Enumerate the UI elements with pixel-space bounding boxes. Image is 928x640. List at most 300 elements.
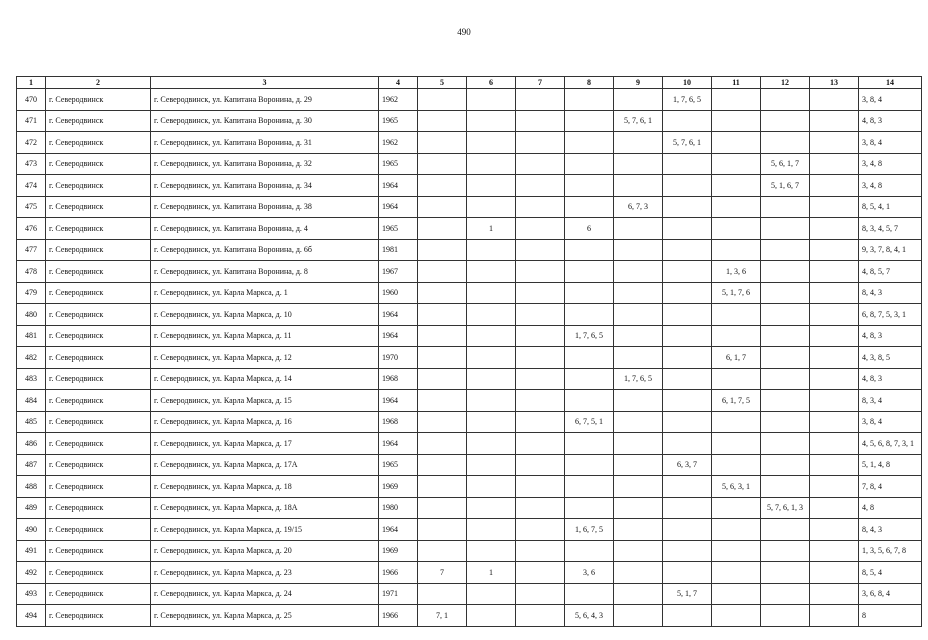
row-number: 492: [17, 562, 46, 584]
col8-cell: [565, 497, 614, 519]
col10-cell: 6, 3, 7: [663, 454, 712, 476]
col9-cell: [614, 89, 663, 111]
col7-cell: [516, 153, 565, 175]
row-number: 490: [17, 519, 46, 541]
col13-cell: [810, 476, 859, 498]
col11-cell: [712, 153, 761, 175]
col8-cell: 1, 7, 6, 5: [565, 325, 614, 347]
row-number: 487: [17, 454, 46, 476]
col5-cell: [418, 196, 467, 218]
year-cell: 1967: [379, 261, 418, 283]
city-cell: г. Северодвинск: [46, 605, 151, 627]
city-cell: г. Северодвинск: [46, 304, 151, 326]
col11-cell: 1, 3, 6: [712, 261, 761, 283]
col14-cell: 4, 3, 8, 5: [859, 347, 922, 369]
col5-cell: [418, 519, 467, 541]
col11-cell: [712, 239, 761, 261]
col12-cell: [761, 347, 810, 369]
col7-cell: [516, 454, 565, 476]
address-cell: г. Северодвинск, ул. Карла Маркса, д. 15: [151, 390, 379, 412]
col13-cell: [810, 325, 859, 347]
address-cell: г. Северодвинск, ул. Капитана Воронина, д. 8: [151, 261, 379, 283]
col7-cell: [516, 196, 565, 218]
address-cell: г. Северодвинск, ул. Капитана Воронина, д. 29: [151, 89, 379, 111]
city-cell: г. Северодвинск: [46, 390, 151, 412]
col6-cell: [467, 282, 516, 304]
col14-cell: 5, 1, 4, 8: [859, 454, 922, 476]
col5-cell: [418, 476, 467, 498]
table-row: [17, 218, 922, 240]
col8-cell: [565, 261, 614, 283]
column-header-2: 2: [46, 77, 151, 89]
col14-cell: 8: [859, 605, 922, 627]
col14-cell: 3, 4, 8: [859, 175, 922, 197]
col13-cell: [810, 390, 859, 412]
year-cell: 1968: [379, 411, 418, 433]
col14-cell: 8, 3, 4: [859, 390, 922, 412]
col11-cell: [712, 519, 761, 541]
col10-cell: [663, 304, 712, 326]
year-cell: 1965: [379, 153, 418, 175]
year-cell: 1962: [379, 132, 418, 154]
col8-cell: [565, 175, 614, 197]
col12-cell: [761, 540, 810, 562]
col13-cell: [810, 433, 859, 455]
col13-cell: [810, 347, 859, 369]
col11-cell: 5, 1, 7, 6: [712, 282, 761, 304]
row-number: 471: [17, 110, 46, 132]
col11-cell: [712, 132, 761, 154]
col6-cell: 1: [467, 218, 516, 240]
col5-cell: 7: [418, 562, 467, 584]
table-row: [17, 175, 922, 197]
col10-cell: [663, 368, 712, 390]
col14-cell: 4, 8, 3: [859, 110, 922, 132]
col6-cell: [467, 347, 516, 369]
col10-cell: [663, 497, 712, 519]
city-cell: г. Северодвинск: [46, 583, 151, 605]
table-row: [17, 540, 922, 562]
col12-cell: [761, 218, 810, 240]
col7-cell: [516, 583, 565, 605]
col9-cell: [614, 562, 663, 584]
col5-cell: [418, 497, 467, 519]
col14-cell: 4, 8, 3: [859, 325, 922, 347]
col5-cell: [418, 540, 467, 562]
col9-cell: 5, 7, 6, 1: [614, 110, 663, 132]
address-cell: г. Северодвинск, ул. Карла Маркса, д. 16: [151, 411, 379, 433]
table-row: [17, 347, 922, 369]
column-header-4: 4: [379, 77, 418, 89]
col9-cell: [614, 605, 663, 627]
row-number: 493: [17, 583, 46, 605]
col12-cell: [761, 519, 810, 541]
col5-cell: [418, 347, 467, 369]
col10-cell: [663, 110, 712, 132]
col6-cell: 1: [467, 562, 516, 584]
year-cell: 1970: [379, 347, 418, 369]
col9-cell: [614, 239, 663, 261]
col14-cell: 8, 3, 4, 5, 7: [859, 218, 922, 240]
col10-cell: [663, 390, 712, 412]
column-header-11: 11: [712, 77, 761, 89]
col10-cell: [663, 239, 712, 261]
address-cell: г. Северодвинск, ул. Карла Маркса, д. 11: [151, 325, 379, 347]
row-number: 483: [17, 368, 46, 390]
row-number: 494: [17, 605, 46, 627]
table-row: [17, 605, 922, 627]
year-cell: 1965: [379, 454, 418, 476]
city-cell: г. Северодвинск: [46, 175, 151, 197]
col10-cell: [663, 562, 712, 584]
col7-cell: [516, 433, 565, 455]
col5-cell: [418, 239, 467, 261]
col9-cell: [614, 347, 663, 369]
col5-cell: [418, 282, 467, 304]
table-row: [17, 476, 922, 498]
col14-cell: 3, 8, 4: [859, 411, 922, 433]
col13-cell: [810, 110, 859, 132]
col12-cell: [761, 261, 810, 283]
col13-cell: [810, 605, 859, 627]
col12-cell: [761, 605, 810, 627]
row-number: 484: [17, 390, 46, 412]
col10-cell: 1, 7, 6, 5: [663, 89, 712, 111]
col13-cell: [810, 519, 859, 541]
col6-cell: [467, 390, 516, 412]
col6-cell: [467, 89, 516, 111]
year-cell: 1964: [379, 304, 418, 326]
year-cell: 1969: [379, 540, 418, 562]
col13-cell: [810, 368, 859, 390]
col6-cell: [467, 454, 516, 476]
col13-cell: [810, 411, 859, 433]
city-cell: г. Северодвинск: [46, 282, 151, 304]
col11-cell: [712, 196, 761, 218]
col6-cell: [467, 497, 516, 519]
col8-cell: [565, 476, 614, 498]
col13-cell: [810, 562, 859, 584]
row-number: 482: [17, 347, 46, 369]
col5-cell: [418, 132, 467, 154]
col7-cell: [516, 282, 565, 304]
col12-cell: [761, 433, 810, 455]
col11-cell: [712, 562, 761, 584]
year-cell: 1964: [379, 390, 418, 412]
column-header-5: 5: [418, 77, 467, 89]
col12-cell: [761, 562, 810, 584]
col5-cell: [418, 110, 467, 132]
col11-cell: [712, 605, 761, 627]
col6-cell: [467, 304, 516, 326]
year-cell: 1964: [379, 325, 418, 347]
col12-cell: [761, 282, 810, 304]
col14-cell: 1, 3, 5, 6, 7, 8: [859, 540, 922, 562]
col7-cell: [516, 390, 565, 412]
table-row: [17, 110, 922, 132]
row-number: 470: [17, 89, 46, 111]
col8-cell: 3, 6: [565, 562, 614, 584]
address-cell: г. Северодвинск, ул. Капитана Воронина, д. 32: [151, 153, 379, 175]
year-cell: 1964: [379, 433, 418, 455]
col12-cell: [761, 304, 810, 326]
col7-cell: [516, 368, 565, 390]
table-row: [17, 239, 922, 261]
col5-cell: [418, 411, 467, 433]
city-cell: г. Северодвинск: [46, 196, 151, 218]
table-row: [17, 282, 922, 304]
col9-cell: [614, 433, 663, 455]
col12-cell: [761, 196, 810, 218]
col12-cell: [761, 390, 810, 412]
address-cell: г. Северодвинск, ул. Карла Маркса, д. 17: [151, 433, 379, 455]
col9-cell: [614, 411, 663, 433]
table-row: [17, 261, 922, 283]
col7-cell: [516, 89, 565, 111]
col14-cell: 4, 8: [859, 497, 922, 519]
column-header-7: 7: [516, 77, 565, 89]
city-cell: г. Северодвинск: [46, 411, 151, 433]
housing-register-table: [16, 76, 922, 627]
year-cell: 1965: [379, 110, 418, 132]
column-header-3: 3: [151, 77, 379, 89]
city-cell: г. Северодвинск: [46, 540, 151, 562]
row-number: 486: [17, 433, 46, 455]
col10-cell: [663, 196, 712, 218]
year-cell: 1964: [379, 519, 418, 541]
col7-cell: [516, 562, 565, 584]
col5-cell: [418, 583, 467, 605]
col9-cell: [614, 175, 663, 197]
address-cell: г. Северодвинск, ул. Карла Маркса, д. 18А: [151, 497, 379, 519]
city-cell: г. Северодвинск: [46, 519, 151, 541]
address-cell: г. Северодвинск, ул. Капитана Воронина, д. 30: [151, 110, 379, 132]
col14-cell: 3, 8, 4: [859, 89, 922, 111]
col13-cell: [810, 218, 859, 240]
address-cell: г. Северодвинск, ул. Капитана Воронина, д. 38: [151, 196, 379, 218]
year-cell: 1980: [379, 497, 418, 519]
col9-cell: [614, 497, 663, 519]
col6-cell: [467, 433, 516, 455]
col14-cell: 7, 8, 4: [859, 476, 922, 498]
table-row: [17, 583, 922, 605]
year-cell: 1968: [379, 368, 418, 390]
col9-cell: [614, 282, 663, 304]
col13-cell: [810, 304, 859, 326]
city-cell: г. Северодвинск: [46, 454, 151, 476]
address-cell: г. Северодвинск, ул. Капитана Воронина, д. 4: [151, 218, 379, 240]
column-header-13: 13: [810, 77, 859, 89]
col11-cell: [712, 368, 761, 390]
col8-cell: 5, 6, 4, 3: [565, 605, 614, 627]
col6-cell: [467, 110, 516, 132]
col8-cell: 6: [565, 218, 614, 240]
col7-cell: [516, 261, 565, 283]
col13-cell: [810, 497, 859, 519]
col11-cell: [712, 175, 761, 197]
year-cell: 1964: [379, 175, 418, 197]
col5-cell: [418, 218, 467, 240]
col13-cell: [810, 282, 859, 304]
city-cell: г. Северодвинск: [46, 325, 151, 347]
col8-cell: [565, 153, 614, 175]
col8-cell: [565, 110, 614, 132]
col7-cell: [516, 497, 565, 519]
year-cell: 1966: [379, 562, 418, 584]
col13-cell: [810, 153, 859, 175]
col13-cell: [810, 454, 859, 476]
col8-cell: 6, 7, 5, 1: [565, 411, 614, 433]
col10-cell: 5, 1, 7: [663, 583, 712, 605]
address-cell: г. Северодвинск, ул. Карла Маркса, д. 23: [151, 562, 379, 584]
address-cell: г. Северодвинск, ул. Карла Маркса, д. 12: [151, 347, 379, 369]
col8-cell: [565, 454, 614, 476]
col13-cell: [810, 583, 859, 605]
col5-cell: [418, 325, 467, 347]
col13-cell: [810, 175, 859, 197]
col11-cell: [712, 304, 761, 326]
address-cell: г. Северодвинск, ул. Капитана Воронина, д. 31: [151, 132, 379, 154]
address-cell: г. Северодвинск, ул. Карла Маркса, д. 24: [151, 583, 379, 605]
column-header-14: 14: [859, 77, 922, 89]
col12-cell: 5, 1, 6, 7: [761, 175, 810, 197]
col5-cell: [418, 175, 467, 197]
city-cell: г. Северодвинск: [46, 476, 151, 498]
col8-cell: [565, 132, 614, 154]
col9-cell: [614, 390, 663, 412]
col12-cell: [761, 110, 810, 132]
col6-cell: [467, 368, 516, 390]
col9-cell: [614, 132, 663, 154]
city-cell: г. Северодвинск: [46, 153, 151, 175]
column-header-12: 12: [761, 77, 810, 89]
col10-cell: [663, 519, 712, 541]
column-header-10: 10: [663, 77, 712, 89]
table-body: [17, 89, 922, 627]
col7-cell: [516, 411, 565, 433]
col8-cell: [565, 304, 614, 326]
row-number: 472: [17, 132, 46, 154]
table-row: [17, 497, 922, 519]
col10-cell: [663, 175, 712, 197]
col7-cell: [516, 175, 565, 197]
city-cell: г. Северодвинск: [46, 261, 151, 283]
address-cell: г. Северодвинск, ул. Карла Маркса, д. 1: [151, 282, 379, 304]
row-number: 477: [17, 239, 46, 261]
city-cell: г. Северодвинск: [46, 562, 151, 584]
table-row: [17, 196, 922, 218]
col9-cell: 6, 7, 3: [614, 196, 663, 218]
col9-cell: [614, 261, 663, 283]
col6-cell: [467, 519, 516, 541]
table-row: [17, 411, 922, 433]
col14-cell: 8, 4, 3: [859, 282, 922, 304]
col13-cell: [810, 540, 859, 562]
col9-cell: [614, 583, 663, 605]
col7-cell: [516, 304, 565, 326]
city-cell: г. Северодвинск: [46, 497, 151, 519]
col12-cell: [761, 368, 810, 390]
row-number: 476: [17, 218, 46, 240]
address-cell: г. Северодвинск, ул. Карла Маркса, д. 14: [151, 368, 379, 390]
row-number: 488: [17, 476, 46, 498]
col8-cell: [565, 196, 614, 218]
col8-cell: [565, 433, 614, 455]
address-cell: г. Северодвинск, ул. Карла Маркса, д. 10: [151, 304, 379, 326]
column-header-6: 6: [467, 77, 516, 89]
col9-cell: [614, 153, 663, 175]
row-number: 475: [17, 196, 46, 218]
address-cell: г. Северодвинск, ул. Карла Маркса, д. 18: [151, 476, 379, 498]
col6-cell: [467, 476, 516, 498]
col11-cell: [712, 454, 761, 476]
col14-cell: 9, 3, 7, 8, 4, 1: [859, 239, 922, 261]
col12-cell: 5, 7, 6, 1, 3: [761, 497, 810, 519]
col14-cell: 3, 4, 8: [859, 153, 922, 175]
col8-cell: [565, 583, 614, 605]
row-number: 473: [17, 153, 46, 175]
col14-cell: 8, 5, 4: [859, 562, 922, 584]
col9-cell: 1, 7, 6, 5: [614, 368, 663, 390]
col14-cell: 3, 8, 4: [859, 132, 922, 154]
col12-cell: [761, 239, 810, 261]
col14-cell: 4, 5, 6, 8, 7, 3, 1: [859, 433, 922, 455]
table-row: [17, 562, 922, 584]
col11-cell: [712, 497, 761, 519]
col11-cell: [712, 411, 761, 433]
col12-cell: [761, 411, 810, 433]
row-number: 491: [17, 540, 46, 562]
col6-cell: [467, 153, 516, 175]
city-cell: г. Северодвинск: [46, 239, 151, 261]
column-header-8: 8: [565, 77, 614, 89]
col8-cell: [565, 390, 614, 412]
col6-cell: [467, 239, 516, 261]
city-cell: г. Северодвинск: [46, 89, 151, 111]
col5-cell: [418, 454, 467, 476]
column-header-1: 1: [17, 77, 46, 89]
col7-cell: [516, 239, 565, 261]
col10-cell: [663, 153, 712, 175]
row-number: 485: [17, 411, 46, 433]
col7-cell: [516, 540, 565, 562]
year-cell: 1960: [379, 282, 418, 304]
year-cell: 1965: [379, 218, 418, 240]
col10-cell: [663, 347, 712, 369]
col9-cell: [614, 476, 663, 498]
col10-cell: [663, 282, 712, 304]
year-cell: 1969: [379, 476, 418, 498]
col6-cell: [467, 196, 516, 218]
address-cell: г. Северодвинск, ул. Карла Маркса, д. 25: [151, 605, 379, 627]
col10-cell: [663, 261, 712, 283]
row-number: 478: [17, 261, 46, 283]
col12-cell: [761, 132, 810, 154]
col12-cell: [761, 89, 810, 111]
col14-cell: 3, 6, 8, 4: [859, 583, 922, 605]
table-row: [17, 433, 922, 455]
col14-cell: 4, 8, 3: [859, 368, 922, 390]
col11-cell: 5, 6, 3, 1: [712, 476, 761, 498]
col8-cell: [565, 239, 614, 261]
col7-cell: [516, 218, 565, 240]
column-header-9: 9: [614, 77, 663, 89]
col12-cell: [761, 476, 810, 498]
row-number: 489: [17, 497, 46, 519]
col10-cell: 5, 7, 6, 1: [663, 132, 712, 154]
year-cell: 1966: [379, 605, 418, 627]
page-number: 490: [457, 27, 471, 37]
